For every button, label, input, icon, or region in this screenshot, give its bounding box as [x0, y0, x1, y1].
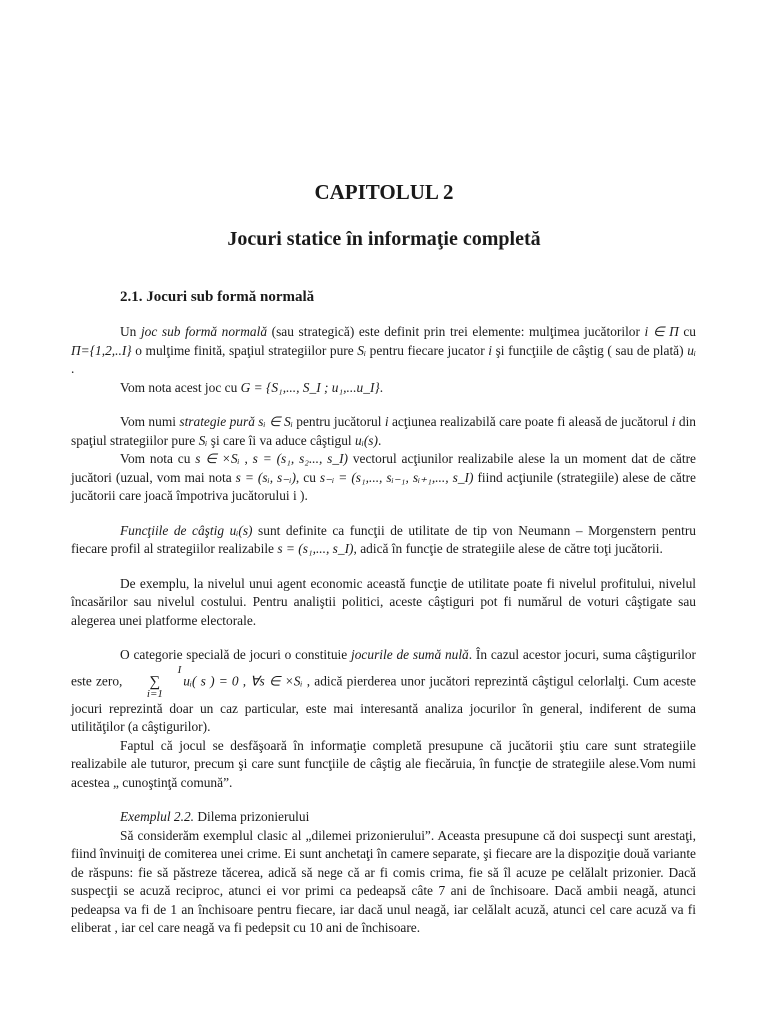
text-run: pentru fiecare jucator [366, 342, 489, 358]
paragraph-prisoners-dilemma: Să considerăm exemplul clasic al „dilemei prizonierului”. Aceasta presupune că doi suspecţi sunt arestaţi, fiind învinuiţi de comiterea unei crime. Ei sunt anchetaţi în camere separate, şi fiecare are la dispoziţie două variante de răspuns: fie să păstreze tăcerea, adică să nege că ar fi comis crima, fie să îl acuze pe celălalt prizonier. Dacă suspecţii se acuză reciproc, atunci ei vor primi ca pedeapsă câte 7 ani de închisoare. Dacă ambii neagă, atunci pedeapsa va fi de 1 an închisoare pentru fiecare, iar dacă unul neagă, iar celălalt acuză, atunci cel care acuză va fi eliberat , iar cel care neagă va fi pedepsit cu 10 ani de închisoare. [71, 827, 696, 935]
paragraph-payoff-functions [71, 522, 696, 559]
math-expression: uᵢ(s) [355, 432, 378, 448]
math-expression: s₋ᵢ = (s₁,..., sᵢ₋₁, sᵢ₊₁,..., s_I) [319, 469, 474, 485]
text-run: . [377, 432, 382, 448]
text-run: fiind acţiunile (strategiile) alese de către jucătorii care joacă împotriva jucătorului i ). [71, 469, 696, 503]
paragraph-action-vector [71, 450, 696, 506]
body-text [71, 323, 696, 938]
text-run: . În cazul acestor jocuri, suma câştigurilor este zero, [71, 647, 696, 689]
text-run: , [239, 451, 253, 466]
math-expression: s = (sᵢ, s₋ᵢ) [235, 469, 296, 485]
math-expression: uᵢ(s) [229, 522, 253, 538]
text-run: Vom numi [120, 414, 180, 429]
text-run: . [379, 379, 384, 395]
chapter-title: Jocuri statice în informaţie completă [227, 228, 541, 250]
math-expression: Sᵢ [198, 432, 208, 448]
sum-symbol: ∑ [149, 673, 161, 690]
math-expression: i ∈ Π [644, 324, 679, 339]
math-expression: i [671, 414, 676, 429]
text-run: din spaţiul strategiilor pure [71, 414, 696, 448]
math-expression: uᵢ( s ) = 0 [183, 673, 239, 689]
sum-upper-limit: I [177, 663, 182, 676]
text-run: Vom nota cu [120, 451, 196, 466]
text-run: (sau strategică) este definit prin trei elemente: mulţimea jucătorilor [267, 324, 645, 339]
text-run: pentru jucătorul [292, 414, 385, 429]
math-expression: i [384, 414, 389, 429]
math-expression: , ∀s ∈ ×Sᵢ [238, 673, 303, 689]
math-expression: s = (s₁, s₂..., s_I) [252, 451, 349, 466]
text-run: sunt definite ca funcţii de utilitate de tip von Neumann – Morgenstern pentru fiecare profil al strategiilor realizabile [71, 522, 696, 556]
emphasis: jocurile de sumă nulă [351, 647, 469, 662]
math-expression: i [488, 342, 492, 358]
text-run: , adică pierderea unor jucători reprezintă câştigul celorlalţi. Cum aceste jocuri reprezintă doar un caz particular, este mai interesantă analiza jocurilor în general, indiferent de suma utilităţilor (a câştigurilor). [71, 673, 696, 734]
text-run: O categorie specială de jocuri o constituie [120, 647, 352, 662]
paragraph-definition [71, 323, 696, 379]
section-heading: 2.1. Jocuri sub formă normală [120, 289, 315, 305]
math-expression: G = {S₁,..., S_I ; u₁,...u_I} [240, 379, 380, 395]
sum-lower-limit: i=1 [146, 687, 163, 700]
text-run: , cu [295, 469, 320, 485]
paragraph-complete-information: Faptul că jocul se desfăşoară în informaţie completă presupune că jucătorii ştiu care sunt strategiile realizabile ale tuturor, precum şi care sunt funcţiile de câştig ale fiecăruia, în funcţie de strategiile alese.Vom numi acestea „ cunoştinţă comună”. [71, 737, 696, 790]
emphasis: joc sub formă normală [140, 324, 268, 339]
text-run: cu [678, 324, 696, 339]
paragraph-example-heading [71, 808, 696, 827]
math-expression: s = (s₁,..., s_I) [277, 541, 354, 556]
chapter-heading: CAPITOLUL 2 [314, 180, 454, 204]
paragraph-example: De exemplu, la nivelul unui agent economic această funcţie de utilitate poate fi nivelul profitului, nivelul încasărilor sau nivelul costului. Pentru analiştii politici, aceste câştiguri pot fi numărul de voturi câştigate sau alegerea unei platforme electorale. [71, 575, 696, 628]
text-run: Vom nota acest joc cu [120, 379, 241, 395]
example-label: Exemplul 2.2. [120, 809, 195, 824]
text-run: acţiunea realizabilă care poate fi aleasă de jucătorul [388, 414, 672, 429]
paragraph-pure-strategy [71, 413, 696, 450]
text-run: Un [120, 324, 141, 339]
example-title: Dilema prizonierului [194, 809, 310, 824]
text-run: şi funcţiile de câştig ( sau de plată) [492, 342, 688, 358]
emphasis: Funcţiile de câştig [120, 522, 230, 538]
emphasis: strategie pură [179, 414, 255, 429]
math-expression: uᵢ [687, 342, 697, 358]
text-run: , adică în funcţie de strategiile alese de către toţi jucătorii. [353, 541, 663, 556]
paragraph-notation [71, 379, 696, 398]
sum-operator [129, 665, 182, 700]
math-expression: s ∈ ×Sᵢ [195, 451, 240, 466]
math-expression: Π={1,2,..I} [71, 342, 132, 358]
text-run: o mulţime finită, spaţiul strategiilor pure [131, 342, 358, 358]
paragraph-zero-sum [71, 646, 696, 737]
text-run: . [71, 361, 75, 376]
math-expression: Sᵢ [357, 342, 367, 358]
text-run: şi care îi va aduce câştigul [207, 432, 355, 448]
math-expression: sᵢ ∈ Sᵢ [254, 414, 293, 429]
text-run: vectorul acţiunilor realizabile alese la un moment dat de către jucători (uzual, vom mai nota [71, 451, 696, 485]
